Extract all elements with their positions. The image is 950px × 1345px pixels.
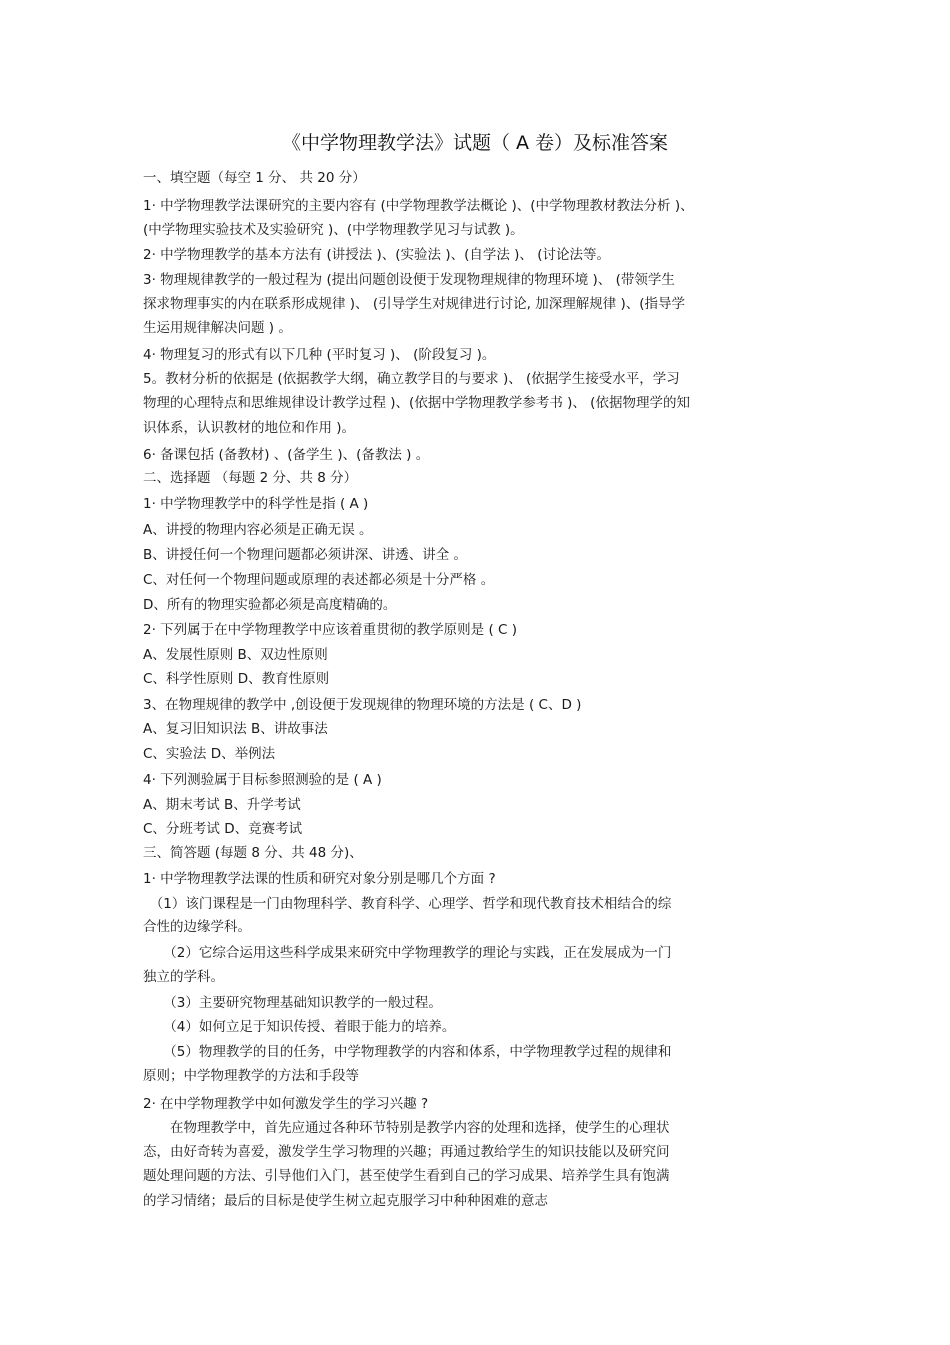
answer-line: 合性的边缘学科。 <box>143 919 251 935</box>
page-title: 《中学物理教学法》试题（ A 卷）及标准答案 <box>281 132 669 154</box>
question-line: 2· 下列属于在中学物理教学中应该着重贯彻的教学原则是 ( C ) <box>143 622 518 638</box>
section-heading-choice: 二、选择题 （每题 2 分、共 8 分） <box>143 470 358 486</box>
option-line: B、讲授任何一个物理问题都必须讲深、讲透、讲全 。 <box>143 547 468 563</box>
text-line: 4· 物理复习的形式有以下几种 (平时复习 )、 (阶段复习 )。 <box>143 347 496 363</box>
section-heading-fill-blank: 一、填空题（每空 1 分、 共 20 分） <box>143 170 366 186</box>
text-line: (中学物理实验技术及实验研究 )、(中学物理教学见习与试教 )。 <box>143 222 524 238</box>
question-line: 3、在物理规律的教学中 ,创设便于发现规律的物理环境的方法是 ( C、D ) <box>143 697 582 713</box>
text-line: 识体系，认识教材的地位和作用 )。 <box>143 420 356 436</box>
text-line: 6· 备课包括 (备教材) 、(备学生 )、(备教法 ) 。 <box>143 447 430 463</box>
answer-line: （4）如何立足于知识传授、着眼于能力的培养。 <box>143 1019 456 1035</box>
option-line: A、讲授的物理内容必须是正确无误 。 <box>143 522 373 538</box>
answer-line: （3）主要研究物理基础知识教学的一般过程。 <box>143 995 442 1011</box>
option-line: A、期末考试 B、升学考试 <box>143 797 301 813</box>
section-heading-short-answer: 三、简答题 (每题 8 分、共 48 分)、 <box>143 845 363 861</box>
answer-line: （5）物理教学的目的任务，中学物理教学的内容和体系，中学物理教学过程的规律和 <box>143 1044 672 1060</box>
text-line: 1· 中学物理教学法课研究的主要内容有 (中学物理教学法概论 )、(中学物理教材教法分析 )、 <box>143 198 694 214</box>
text-line: 3· 物理规律教学的一般过程为 (提出问题创设便于发现物理规律的物理环境 )、 (带领学生 <box>143 272 675 288</box>
option-line: D、所有的物理实验都必须是高度精确的。 <box>143 597 397 613</box>
question-line: 1· 中学物理教学中的科学性是指 ( A ) <box>143 496 369 512</box>
answer-line: 题处理问题的方法、引导他们入门，甚至使学生看到自己的学习成果、培养学生具有饱满 <box>143 1168 670 1184</box>
answer-line: （2）它综合运用这些科学成果来研究中学物理教学的理论与实践，正在发展成为一门 <box>143 945 672 961</box>
option-line: C、实验法 D、举例法 <box>143 746 276 762</box>
option-line: A、复习旧知识法 B、讲故事法 <box>143 721 328 737</box>
answer-line: 态，由好奇转为喜爱，激发学生学习物理的兴趣；再通过教给学生的知识技能以及研究问 <box>143 1144 670 1160</box>
option-line: C、分班考试 D、竞赛考试 <box>143 821 303 837</box>
answer-line: 独立的学科。 <box>143 969 224 985</box>
question-line: 4· 下列测验属于目标参照测验的是 ( A ) <box>143 772 382 788</box>
answer-line: 的学习情绪；最后的目标是使学生树立起克服学习中种种困难的意志 <box>143 1193 548 1209</box>
question-line: 1· 中学物理教学法课的性质和研究对象分别是哪几个方面 ? <box>143 871 496 887</box>
option-line: C、对任何一个物理问题或原理的表述都必须是十分严格 。 <box>143 572 495 588</box>
question-line: 2· 在中学物理教学中如何激发学生的学习兴趣 ? <box>143 1096 429 1112</box>
text-line: 5。教材分析的依据是 (依据教学大纲，确立教学目的与要求 )、 (依据学生接受水平，学习 <box>143 371 680 387</box>
option-line: C、科学性原则 D、教育性原则 <box>143 671 330 687</box>
answer-line: 在物理教学中，首先应通过各种环节特别是教学内容的处理和选择，使学生的心理状 <box>143 1120 670 1136</box>
text-line: 探求物理事实的内在联系形成规律 )、 (引导学生对规律进行讨论, 加深理解规律 )、(指导学 <box>143 296 686 312</box>
text-line: 物理的心理特点和思维规律设计教学过程 )、(依据中学物理教学参考书 )、 (依据物理学的知 <box>143 395 690 411</box>
answer-line: （1）该门课程是一门由物理科学、教育科学、心理学、哲学和现代教育技术相结合的综 <box>143 896 672 912</box>
text-line: 2· 中学物理教学的基本方法有 (讲授法 )、(实验法 )、(自学法 )、 (讨论法等。 <box>143 247 610 263</box>
answer-line: 原则；中学物理教学的方法和手段等 <box>143 1068 359 1084</box>
text-line: 生运用规律解决问题 ) 。 <box>143 320 292 336</box>
option-line: A、发展性原则 B、双边性原则 <box>143 647 328 663</box>
